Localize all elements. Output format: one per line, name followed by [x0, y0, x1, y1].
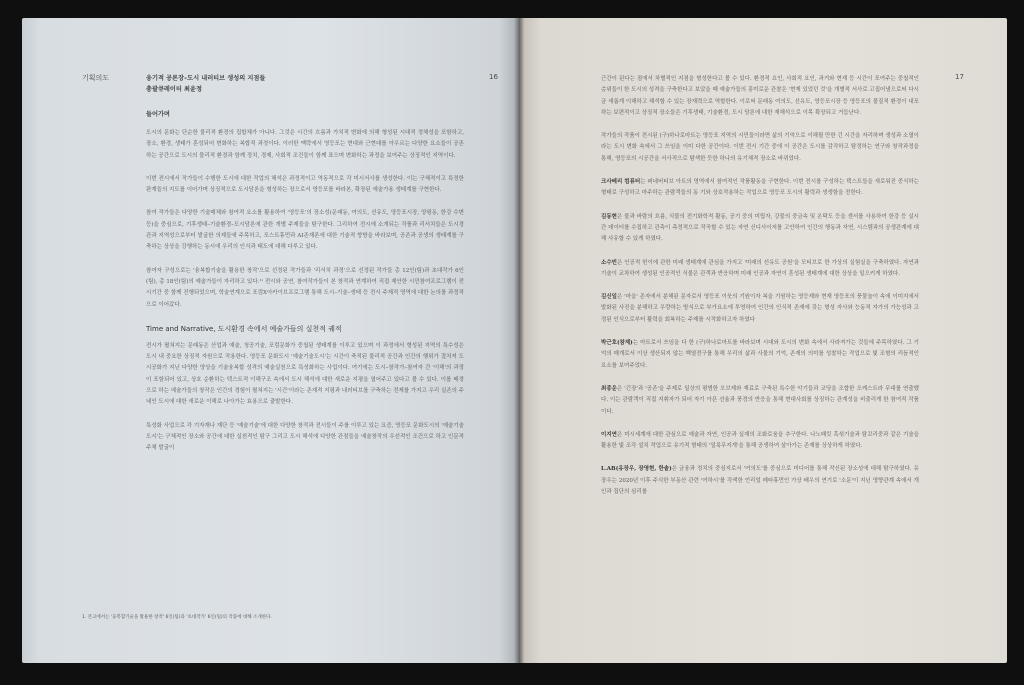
paragraph-text: 는 퍼네버티브 아트의 영역에서 참여적인 작품활동을 구현한다. 이번 전시를 구성하는 텍스트들을 새로워진 중식하는 형태로 구성하고 마주하는 관람객들의 동 기와 상호작용하는 작업으로 영등포 도시의 활력과 생생함을 전한다.: [601, 179, 919, 197]
paragraph: [601, 74, 919, 119]
footnote: 1. 본고에서는 '융복합기술을 활용한 창작' 6인(팀)과 '초대작가' 6인(팀)의 작품에 대해 소개한다.: [82, 615, 272, 620]
paragraph-text: 은 '긴장'과 '공존'을 주제로 일상의 평범한 오브제와 재료로 구축된 특수한 악기들과 코딩을 조합한 오케스트라 무대를 연출했다. 이는 관람객이 직접 지휘자가 되어 자기 아픈 선율과 풍경의 반응을 통해 현대사회를 상징하는 관계성을 비출리게 한 참여적 작품이다.: [601, 385, 919, 415]
paragraph: [601, 338, 919, 372]
paragraph: 이번 전시에서 작가들이 수행한 도시에 대한 작업의 해석은 과정적이고 역동적으로 각 미시서사를 생성한다. 이는 구체적이고 특정한 판계들의 지도를 이어가며 상징적으로 도시담론을 형성하는 장으로서 영등포를 바라본, 확장된 예술가용 생태계를 구현한다.: [146, 175, 464, 194]
paragraph: [601, 384, 919, 418]
paragraph-text: 은 물과 바람의 흐름, 식물의 전기화학적 활동, 공기 중의 미립자, 강물의 중금속 및 온탁도 등을 센서를 사용하여 한강 등 실시간 데이터를 수집하고 관측이 측정적으로 작곡할 수 있는 자연 신디사이저를 고안하여 인간의 행동과 자연, 시스템과의 공생관계에 대해 사유할 수 있게 하였다.: [601, 213, 919, 243]
paragraph-text: 은 인공적 헌이에 관한 미래 생태계에 관심을 가지고 '미래의 선유도 공원'을 모티브로 한 가상의 실험실을 구축하였다. 자연과 기술이 교차하여 생성된 인공적인 식물은 관객과 반응하며 미래 인공과 자연이 혼성된 생태계에 대한 상상을 일으키게 하였다.: [601, 259, 919, 277]
paragraph-text: 는 마트로서 쓰임을 다 한 (구)하나로마트를 바라보며 시대와 도시의 변화 속에서 사라져가는 것들에 주목하였다. 그 기억의 매개로서 이상 생산되지 않는 백열전구를 통해 우리의 삶과 사물의 기억, 존재의 의미를 성찰하는 작업으로 빛 조형의 리듬적인 요소를 보여주었다.: [601, 340, 919, 369]
paragraph: [601, 177, 919, 200]
right-page: [519, 18, 1007, 663]
book-gutter: [514, 18, 524, 663]
page-number-right: 17: [955, 73, 964, 81]
artist-name: L.AB(유장우, 장영현, 한솔): [601, 466, 672, 473]
left-page: [22, 18, 519, 663]
left-text-column: [146, 73, 464, 467]
artist-name: 이지연: [601, 431, 617, 438]
paragraph: 참여 작가들은 다양한 기술매체와 참여적 요소를 활용하여 '영등포'의 장소성(문래동, 여의도, 선유도, 영등포시장, 양평동, 한강 수변 등)을 중심으로, 기후생태–기술환경–도시담론에 관한 개별 주제들을 탐구한다. 그리하여 전시에 소개되는 작품과 리서치들은 도시경관과 지역성으로부터 발굴한 의제들에 주목하고, 포스트휴먼과 AI존재론에 대한 기술적 향방을 바라보며, 공존과 공생의 생태계를 구축하는 상상을 강행하는 동시에 우리의 인식과 태도에 대해 다루고 있다.: [146, 210, 464, 251]
paragraph: 참여자 구성으로는 '융복합기술을 활용한 창작'으로 선정된 작가들과 '리서치 과정'으로 선정된 작가들 총 12인(팀)과 초대작가 6인(팀), 총 18인(팀)의 예술가들이 자리하고 있다.¹⁾ 전시와 공연, 참여작가들이 본 창작과 연계하여 직접 제안한 시민참여프로그램이 전시기간 중 함께 진행되었으며, 학술연계으로 포럼X아카이브프로그램 통해 도시–기술–생태 등 전시 주제적 영역에 대한 논의를 과정적으로 이어갔다.: [146, 267, 464, 308]
artist-name: 박근호(참제): [601, 340, 633, 347]
paragraph-text: 은 미시세계에 대한 관심으로 예술과 자연, 인공과 실재의 조화로움을 추구한다. 나노패킷 흑섞기술과 탐꼬리중과 같은 기술을 활용한 빛 조각 설치 작업으로 유기적 형태의 '얼룩무지개'을 통해 공생하여 살아가는 존재를 상상하게 하였다.: [601, 431, 919, 450]
paragraph-text: 근간이 된다는 점에서 차별적인 지점을 형성한다고 볼 수 있다. 환경적 요인, 사회적 요인, 과거와 현재 등 시간이 포여주는 중첩적인 층위들이 한 도시의 성격을 구축한다고 보았을 때 예술가들의 흥미로운 관찰은 '현재 있었던 것'을 개별적 서사로 고집어냄으로써 다시금 새롭게 이해하고 해석할 수 있는 장재력으로 역할한다. 이로써 문래동 여의도, 선유도, 영등포시장 등 영등포의 물질적 환경이 내포하는 보편적이고 상징적 장소들은 기후생태, 기술환경, 도시 담론에 대한 재해석으로 이목 확장되고 거듭난다.: [601, 76, 919, 116]
paragraph: [601, 131, 919, 165]
article-author: 총괄큐레이터 최윤정: [146, 86, 202, 93]
paragraph: [601, 430, 919, 453]
section-heading-2: Time and Narrative, 도시환경 속에서 예술가들의 실천적 궤적: [146, 324, 342, 333]
article-title: 융기적 공론장–도시 내러티브 생성의 지점들: [146, 75, 266, 82]
paragraph: 특성화 사업으로 각 기자재나 재단 등 '예술기술'에 대한 다양한 창작과 전시들이 주를 이루고 있는 요즘, 영등포 문화도시의 '예술기술도시'는 구체적인 장소와 공간에 대한 실천적인 탐구 그리고 도시 해석에 다양한 관점들을 예술창작의 우선적인 조건으로 하고 인문적 주체 발굴이: [146, 422, 464, 452]
paragraph: [601, 212, 919, 246]
paragraph: [601, 258, 919, 281]
paragraph: [601, 292, 919, 326]
paragraph: [601, 464, 919, 498]
section-heading: 들어가며: [146, 111, 170, 118]
paragraph-text: 은 '마을' 존자에서 분해된 문자로서 영등포 이웃의 기원이자 복을 기원하는 영등제와 현재 영등포의 풍물놀이 속에 이미지에서 발화된 사진을 분해하고 우량하는 방식으로 부가요소에 투영하여 인간의 인식적 존재에 갖는 형성 자사와 능동적 자가의 가능성과 고정된 인식으로부터 활력을 회복하는 주제를 시작화하고자 하였다: [601, 294, 919, 323]
artist-name: 소수빈: [601, 259, 617, 266]
book-spread: [22, 18, 1007, 663]
artist-name: 크사베리 컴퓨터: [601, 179, 641, 186]
paragraph-text: 은 금융과 정치의 중심지로서 '여의도'를 중심으로 미디어를 통해 작신된 장소성에 대해 탐구하였다. 유장우는 2020년 이후 주식한 부동산 관련 '여하시'를 각색한 언리얼 메타휴먼인 가상 배우의 연기로 '소문'이 지닌 영향관계 속에서 개인과 집단의 심리를: [601, 466, 919, 496]
paragraph: 도시의 문화는 단순한 물리적 환경의 집합체가 아니다. 그것은 시간의 흐름과 가치적 변화에 의해 형성된 시대적 정체성을 포함하고, 장소, 환경, 생태가 혼성되어 변화하는 복합적 과정이다. 이러한 맥락에서 영등포는 현대와 근현대를 아우르는 다양한 요소들이 공존하는 공간으로 도시의 물리적 환경과 함께 정치, 경제, 사회적 조건들이 함께 표으며 변화하는 과정을 보여주는 상징적인 지역이다.: [146, 130, 464, 159]
artist-name: 최종운: [601, 385, 617, 392]
paragraph-text: 작가들의 작품이 전시된 (구)하나로마트는 영등포 지역의 시민들이라면 삶의 기억으로 이해될 만한 긴 시간을 자리하며 생성과 소멸이라는 도시 변화 속에서 그 쓰임을 이미 다한 공간이다. 이번 전시 기간 중에 이 공간은 도시를 감각하고 탐정하는 연구와 창작과정을 통해, 영등포의 시공간을 서사적으로 탐색한 듯한 하나의 유기체적 장소로 바뀌었다.: [601, 133, 919, 162]
right-text-column: [601, 74, 919, 510]
artist-name: 김신일: [601, 294, 617, 301]
section-label: 기획의도: [82, 74, 110, 82]
paragraph: 전시가 펼쳐지는 문래동은 산업과 예술, 청공기술, 포럼문화가 중첩된 생태계를 이루고 있으며 이 과정에서 형성된 지역의 특수성은 도시 내 중요한 상징적 자원으로 작용한다. 영등포 문화도시 '예술기술도시'는 시간이 축적된 물리적 공간과 인간의 행위가 결처져 도시공화가 지닌 다양한 양상을 기술융복합 성격의 예술실천으로 특성화하는 사업이다. 여기에는 도시–창작가–참여자 간 '이해'의 과정이 포함되어 있고, 상호 순환하는 텍스트적 이해구조 속에서 도시 해석에 대한 새로운 지평을 열어주고 있다고 볼 수 있다. 이를 배경으로 하는 예술가들의 창작은 인간의 경험이 펼쳐지는 '시간'이라는 존재적 지평과 내러티브를 구축하는 전제를 가지고 우리 실존의 주네인 도시에 대한 새로운 이해로 나아가는 효용으로 출발한다.: [146, 342, 464, 406]
artist-name: 김동현: [601, 213, 617, 220]
page-number-left: 16: [489, 73, 498, 81]
